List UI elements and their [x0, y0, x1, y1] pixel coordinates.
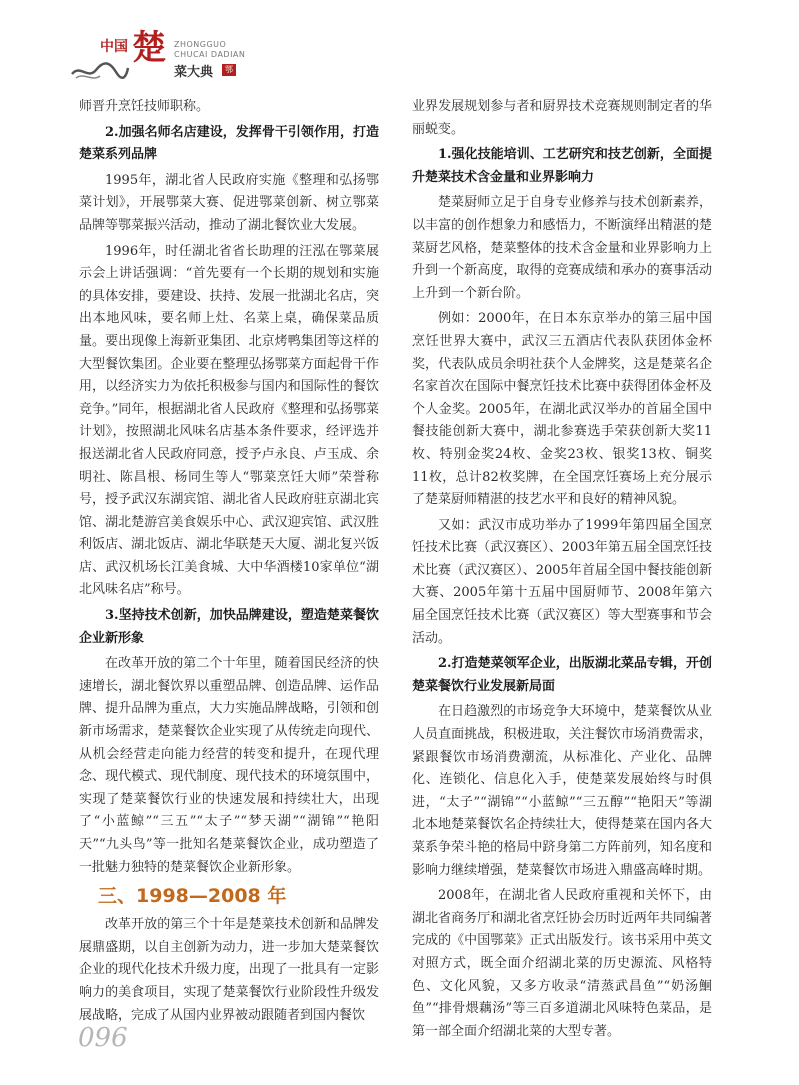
subsection-heading: 3.坚持技术创新，加快品牌建设，塑造楚菜餐饮企业新形象 — [79, 608, 379, 646]
paragraph: 师晋升烹饪技师职称。 — [79, 99, 210, 114]
paragraph: 1996年，时任湖北省省长助理的汪泓在鄂菜展示会上讲话强调：“首先要有一个长期的规划和实施的具体安排，要建设、扶持、发展一批湖北名店，突出本地风味，要名师上灶、名菜上桌，确保菜品质量。要出现像上海新亚集团、北京烤鸭集团等这样的大型餐饮集团。企业要在整理弘扬鄂菜方面起骨干作用，以经济实力为依托积极参与国内和国际性的餐饮竞争。”同年，根据湖北省人民政府《整理和弘扬鄂菜计划》，按照湖北风味名店基本条件要求，经评选并报送湖北省人民政府同意，授予卢永良、卢玉成、余明社、陈昌根、杨同生等人“鄂菜烹饪大师”荣誉称号，授予武汉东湖宾馆、湖北省人民政府驻京湖北宾馆、湖北楚游宫美食娱乐中心、武汉迎宾馆、武汉胜利饭店、湖北饭店、湖北华联楚天大厦、湖北复兴饭店、武汉机场长江美食城、大中华酒楼10家单位“湖北风味名店”称号。 — [79, 243, 379, 598]
section-heading: 三、1998—2008 年 — [98, 885, 287, 908]
paragraph: 在改革开放的第二个十年里，随着国民经济的快速增长，湖北餐饮界以重塑品牌、创造品牌、运作品牌、提升品牌为重点，大力实施品牌战略，引领和创新市场需求，楚菜餐饮企业实现了从传统走向现代、从机会经营走向能力经营的转变和提升，在现代理念、现代模式、现代制度、现代技术的环境氛围中，实现了楚菜餐饮行业的快速发展和持续壮大，出现了“小蓝鲸”“三五”“太子”“梦天湖”“湖锦”“艳阳天”“九头鸟”等一批知名楚菜餐饮企业，成功塑造了一批魅力独特的楚菜餐饮企业新形象。 — [79, 656, 379, 875]
subsection-heading: 2.加强名师名店建设，发挥骨干引领作用，打造楚菜系列品牌 — [79, 124, 379, 163]
page-number: 096 — [78, 1023, 128, 1053]
header-pinyin-2: CHUCAI DADIAN — [174, 50, 246, 59]
paragraph: 2008年，在湖北省人民政府重视和关怀下，由湖北省商务厅和湖北省烹饪协会历时近两年共同编著完成的《中国鄂菜》正式出版发行。该书采用中英文对照方式，既全面介绍湖北菜的历史源流、风格特色、文化风貌，又多方收录“清蒸武昌鱼”“奶汤鮰鱼”“排骨煨藕汤”等三百多道湖北风味特色菜品，是第一部全面介绍湖北菜的大型专著。 — [412, 888, 712, 1039]
paragraph: 又如：武汉市成功举办了1999年第四届全国烹饪技术比赛（武汉赛区）、2003年第五届全国烹饪技术比赛（武汉赛区）、2005年首届全国中餐技能创新大赛、2005年第十五届中国厨师节、2008年第六届全国烹饪技术比赛（武汉赛区）等大型赛事和节会活动。 — [412, 517, 712, 646]
header-chu-character: 楚 — [132, 28, 166, 68]
paragraph: 业界发展规划参与者和厨界技术竞赛规则制定者的华丽蜕变。 — [412, 99, 712, 137]
ink-brush-decoration — [70, 58, 130, 84]
header-pinyin-1: ZHONGGUO — [174, 40, 227, 49]
book-header-logo — [70, 28, 270, 88]
subsection-heading: 2.打造楚菜领军企业，出版湖北菜品专辑，开创楚菜餐饮行业发展新局面 — [412, 656, 712, 694]
header-book-title: 菜大典 — [174, 65, 214, 80]
subsection-heading: 1.强化技能培训、工艺研究和技艺创新，全面提升楚菜技术含金量和业界影响力 — [412, 147, 712, 185]
paragraph: 改革开放的第三个十年是楚菜技术创新和品牌发展鼎盛期，以自主创新为动力，进一步加大楚菜餐饮企业的现代化技术升级力度，出现了一批具有一定影响力的美食项目，实现了楚菜餐饮行业阶段性升级发展战略，完成了从国内业界被动跟随者到国内餐饮 — [79, 917, 379, 1023]
header-seal: 鄂 — [222, 64, 236, 76]
right-column — [412, 96, 712, 1046]
left-column — [79, 96, 379, 1030]
paragraph: 楚菜厨师立足于自身专业修养与技术创新素养，以丰富的创作想象力和感悟力，不断演绎出精湛的楚菜厨艺风格，楚菜整体的技术含金量和业界影响力上升到一个新高度，取得的竞赛成绩和承办的赛事活动上升到一个新台阶。 — [412, 195, 712, 301]
paragraph: 1995年，湖北省人民政府实施《整理和弘扬鄂菜计划》，开展鄂菜大赛、促进鄂菜创新、树立鄂菜品牌等鄂菜振兴活动，推动了湖北餐饮业大发展。 — [79, 172, 379, 233]
header-zhongguo: 中国 — [100, 39, 128, 55]
paragraph: 在日趋激烈的市场竞争大环境中，楚菜餐饮从业人员直面挑战，积极进取，关注餐饮市场消费需求，紧跟餐饮市场消费潮流，从标准化、产业化、品牌化、连锁化、信息化入手，使楚菜发展始终与时俱进，“太子”“湖锦”“小蓝鲸”“三五醇”“艳阳天”等湖北本地楚菜餐饮名企持续壮大，使得楚菜在国内各大菜系争荣斗艳的格局中跻身第二方阵前列，知名度和影响力继续增强，楚菜餐饮市场进入鼎盛高峰时期。 — [412, 704, 712, 878]
paragraph: 例如：2000年，在日本东京举办的第三届中国烹饪世界大赛中，武汉三五酒店代表队获团体金杯奖，代表队成员余明社获个人金牌奖，这是楚菜名企名家首次在国际中餐烹饪技术比赛中获得团体金杯及个人金奖。2005年，在湖北武汉举办的首届全国中餐技能创新大赛中，湖北参赛选手荣获创新大奖11枚、特别金奖24枚、金奖23枚、银奖13枚、铜奖11枚，总计82枚奖牌，在全国烹饪赛场上充分展示了楚菜厨师精湛的技艺水平和良好的精神风貌。 — [412, 311, 712, 508]
